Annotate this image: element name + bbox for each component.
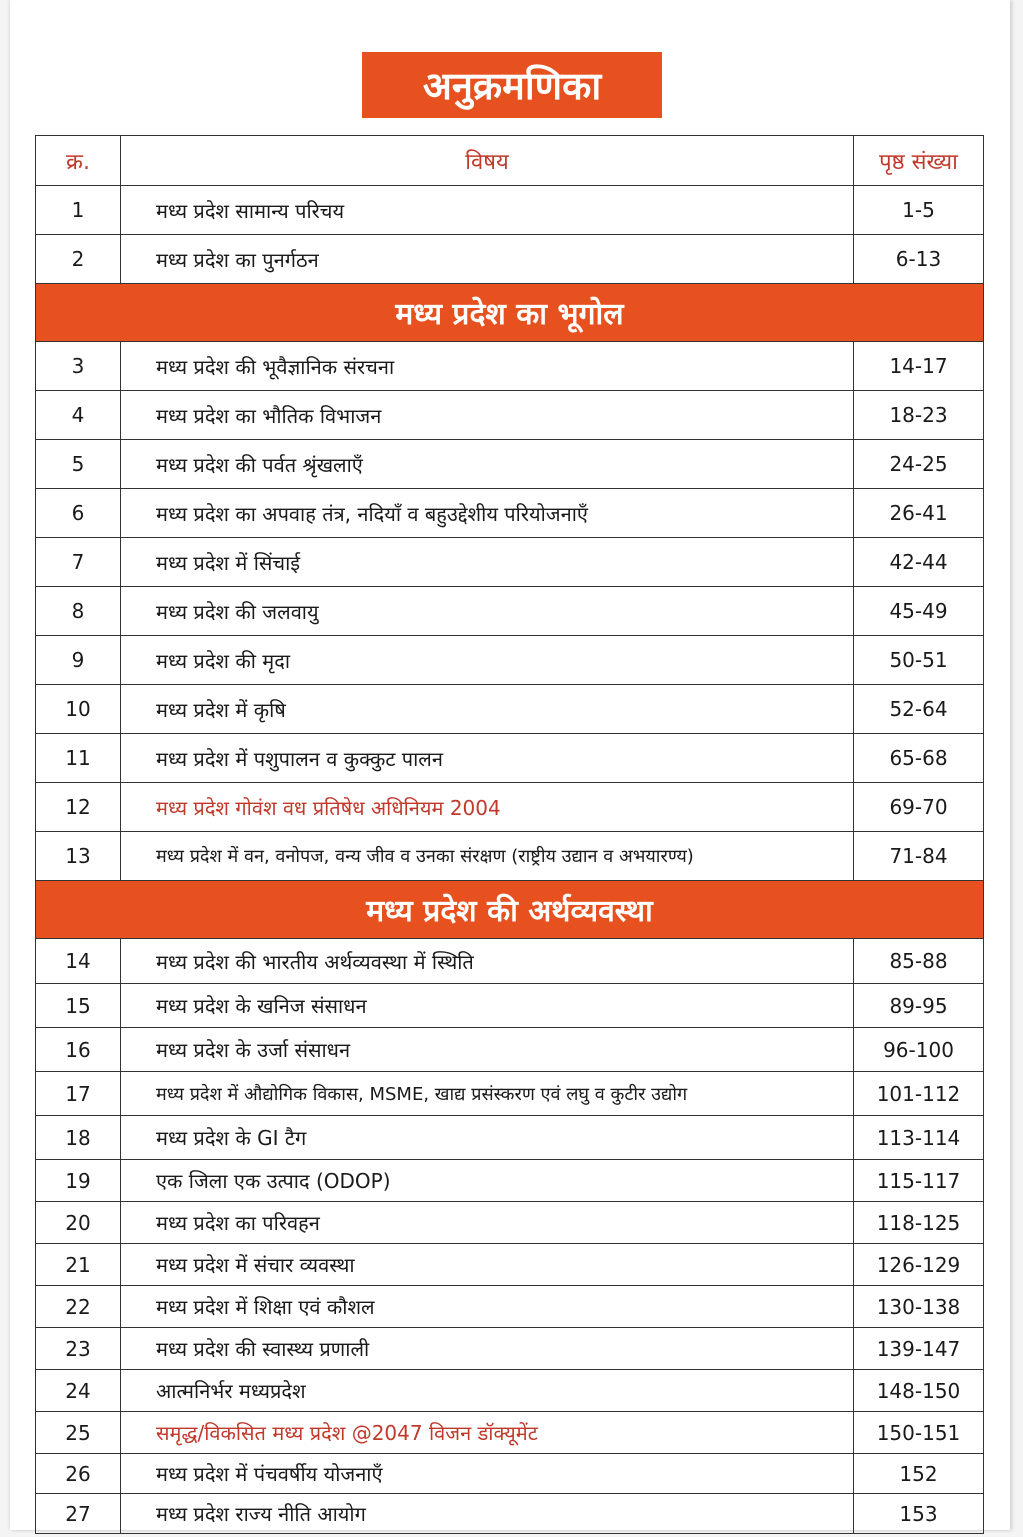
row-pages: 139-147 [854, 1328, 984, 1370]
row-serial: 4 [36, 391, 121, 440]
row-serial: 16 [36, 1028, 121, 1072]
row-serial: 17 [36, 1072, 121, 1116]
table-row [36, 342, 984, 391]
row-pages: 69-70 [854, 783, 984, 832]
row-pages: 42-44 [854, 538, 984, 587]
row-subject: मध्य प्रदेश की जलवायु [121, 587, 854, 636]
row-serial: 5 [36, 440, 121, 489]
row-subject: मध्य प्रदेश की मृदा [121, 636, 854, 685]
page-title: अनुक्रमणिका [362, 52, 662, 118]
row-pages: 130-138 [854, 1286, 984, 1328]
row-serial: 18 [36, 1116, 121, 1160]
row-pages: 50-51 [854, 636, 984, 685]
row-pages: 18-23 [854, 391, 984, 440]
row-subject: मध्य प्रदेश के उर्जा संसाधन [121, 1028, 854, 1072]
table-row [36, 783, 984, 832]
section-title: मध्य प्रदेश की अर्थव्यवस्था [36, 881, 984, 939]
header-serial: क्र. [36, 136, 121, 186]
row-serial: 9 [36, 636, 121, 685]
row-pages: 6-13 [854, 235, 984, 284]
table-row [36, 1328, 984, 1370]
row-pages: 126-129 [854, 1244, 984, 1286]
table-row [36, 685, 984, 734]
row-serial: 6 [36, 489, 121, 538]
row-pages: 24-25 [854, 440, 984, 489]
row-serial: 19 [36, 1160, 121, 1202]
section-header-row [36, 881, 984, 939]
table-row [36, 1072, 984, 1116]
row-subject: आत्मनिर्भर मध्यप्रदेश [121, 1370, 854, 1412]
table-row [36, 538, 984, 587]
row-serial: 23 [36, 1328, 121, 1370]
row-subject: मध्य प्रदेश के GI टैग [121, 1116, 854, 1160]
toc-body [36, 186, 984, 1534]
table-row [36, 1494, 984, 1534]
row-pages: 1-5 [854, 186, 984, 235]
row-subject: मध्य प्रदेश का पुनर्गठन [121, 235, 854, 284]
row-subject: मध्य प्रदेश में सिंचाई [121, 538, 854, 587]
row-pages: 115-117 [854, 1160, 984, 1202]
row-pages: 85-88 [854, 939, 984, 984]
row-serial: 21 [36, 1244, 121, 1286]
row-subject: मध्य प्रदेश के खनिज संसाधन [121, 984, 854, 1028]
row-pages: 45-49 [854, 587, 984, 636]
table-row [36, 1116, 984, 1160]
row-subject: मध्य प्रदेश में संचार व्यवस्था [121, 1244, 854, 1286]
row-subject: मध्य प्रदेश का अपवाह तंत्र, नदियाँ व बहुउद्देशीय परियोजनाएँ [121, 489, 854, 538]
row-subject: मध्य प्रदेश में वन, वनोपज, वन्य जीव व उनका संरक्षण (राष्ट्रीय उद्यान व अभयारण्य) [121, 832, 854, 881]
table-row [36, 1286, 984, 1328]
row-serial: 3 [36, 342, 121, 391]
row-pages: 148-150 [854, 1370, 984, 1412]
header-subject: विषय [121, 136, 854, 186]
row-subject: मध्य प्रदेश में कृषि [121, 685, 854, 734]
table-row [36, 235, 984, 284]
table-header-row [36, 136, 984, 186]
row-subject: मध्य प्रदेश की स्वास्थ्य प्रणाली [121, 1328, 854, 1370]
row-subject: मध्य प्रदेश की पर्वत श्रृंखलाएँ [121, 440, 854, 489]
row-subject: मध्य प्रदेश का परिवहन [121, 1202, 854, 1244]
row-pages: 14-17 [854, 342, 984, 391]
table-row [36, 1160, 984, 1202]
table-row [36, 587, 984, 636]
row-subject: मध्य प्रदेश का भौतिक विभाजन [121, 391, 854, 440]
table-row [36, 440, 984, 489]
row-pages: 65-68 [854, 734, 984, 783]
row-pages: 71-84 [854, 832, 984, 881]
row-pages: 96-100 [854, 1028, 984, 1072]
table-row [36, 734, 984, 783]
row-pages: 118-125 [854, 1202, 984, 1244]
row-subject: मध्य प्रदेश सामान्य परिचय [121, 186, 854, 235]
section-title: मध्य प्रदेश का भूगोल [36, 284, 984, 342]
row-serial: 10 [36, 685, 121, 734]
row-serial: 25 [36, 1412, 121, 1454]
row-pages: 26-41 [854, 489, 984, 538]
row-pages: 152 [854, 1454, 984, 1494]
row-serial: 27 [36, 1494, 121, 1534]
row-pages: 101-112 [854, 1072, 984, 1116]
header-pages: पृष्ठ संख्या [854, 136, 984, 186]
row-serial: 14 [36, 939, 121, 984]
table-row [36, 984, 984, 1028]
row-pages: 113-114 [854, 1116, 984, 1160]
row-serial: 11 [36, 734, 121, 783]
table-row [36, 1028, 984, 1072]
table-row [36, 1370, 984, 1412]
row-subject: मध्य प्रदेश गोवंश वध प्रतिषेध अधिनियम 2004 [121, 783, 854, 832]
table-row [36, 832, 984, 881]
row-subject: मध्य प्रदेश की भूवैज्ञानिक संरचना [121, 342, 854, 391]
row-pages: 52-64 [854, 685, 984, 734]
row-subject: मध्य प्रदेश में पंचवर्षीय योजनाएँ [121, 1454, 854, 1494]
row-serial: 13 [36, 832, 121, 881]
row-serial: 22 [36, 1286, 121, 1328]
row-serial: 24 [36, 1370, 121, 1412]
table-row [36, 1202, 984, 1244]
row-serial: 12 [36, 783, 121, 832]
section-header-row [36, 284, 984, 342]
row-serial: 20 [36, 1202, 121, 1244]
row-pages: 89-95 [854, 984, 984, 1028]
table-row [36, 939, 984, 984]
table-row [36, 1412, 984, 1454]
row-serial: 2 [36, 235, 121, 284]
table-row [36, 489, 984, 538]
table-row [36, 186, 984, 235]
row-pages: 150-151 [854, 1412, 984, 1454]
row-serial: 15 [36, 984, 121, 1028]
row-serial: 7 [36, 538, 121, 587]
row-subject: एक जिला एक उत्पाद (ODOP) [121, 1160, 854, 1202]
row-serial: 1 [36, 186, 121, 235]
row-subject: मध्य प्रदेश में शिक्षा एवं कौशल [121, 1286, 854, 1328]
table-row [36, 1244, 984, 1286]
table-row [36, 391, 984, 440]
document-page [10, 0, 1010, 1530]
row-subject: मध्य प्रदेश में पशुपालन व कुक्कुट पालन [121, 734, 854, 783]
row-serial: 26 [36, 1454, 121, 1494]
row-serial: 8 [36, 587, 121, 636]
row-subject: मध्य प्रदेश की भारतीय अर्थव्यवस्था में स्थिति [121, 939, 854, 984]
row-pages: 153 [854, 1494, 984, 1534]
row-subject: समृद्ध/विकसित मध्य प्रदेश @2047 विजन डॉक्यूमेंट [121, 1412, 854, 1454]
row-subject: मध्य प्रदेश राज्य नीति आयोग [121, 1494, 854, 1534]
row-subject: मध्य प्रदेश में औद्योगिक विकास, MSME, खाद्य प्रसंस्करण एवं लघु व कुटीर उद्योग [121, 1072, 854, 1116]
table-row [36, 1454, 984, 1494]
table-row [36, 636, 984, 685]
toc-table [35, 135, 984, 1534]
